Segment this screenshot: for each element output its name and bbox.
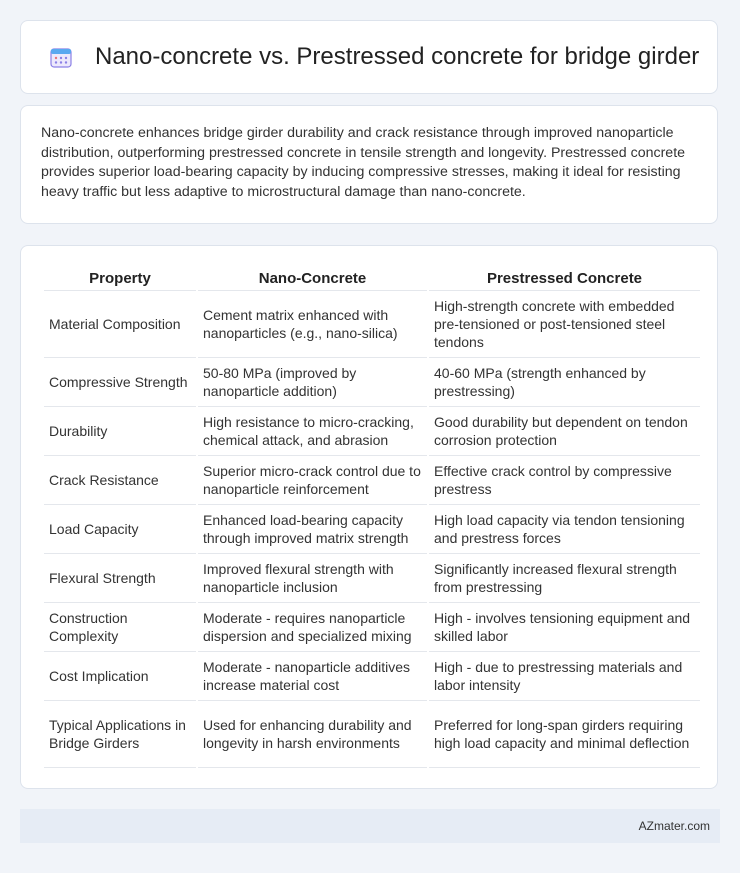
summary-text: Nano-concrete enhances bridge girder durability and crack resistance through improved nanoparticle distribution, outperforming prestressed concrete in tensile strength and longevity. Prestressed concrete provides superior load-bearing capacity by inducing compressive stresses, making it ideal for resisting heavy traffic but less adaptive to microstructural damage than nano-concrete. — [41, 125, 686, 200]
nano-concrete-cell: Moderate - nanoparticle additives increase material cost — [198, 652, 427, 701]
table-row — [44, 505, 700, 554]
property-cell: Compressive Strength — [44, 358, 196, 407]
column-header-nano-concrete: Nano-Concrete — [198, 266, 427, 291]
table-row — [44, 407, 700, 456]
footer — [20, 809, 720, 843]
footer-site-link[interactable]: AZmater.com — [638, 819, 710, 833]
table-row — [44, 456, 700, 505]
table-row — [44, 701, 700, 768]
property-cell: Load Capacity — [44, 505, 196, 554]
nano-concrete-cell: Moderate - requires nanoparticle dispersion and specialized mixing — [198, 603, 427, 652]
nano-concrete-cell: High resistance to micro-cracking, chemical attack, and abrasion — [198, 407, 427, 456]
nano-concrete-cell: Superior micro-crack control due to nanoparticle reinforcement — [198, 456, 427, 505]
prestressed-concrete-cell: Effective crack control by compressive prestress — [429, 456, 700, 505]
property-cell: Material Composition — [44, 291, 196, 358]
property-cell: Durability — [44, 407, 196, 456]
table-header-row — [44, 266, 700, 291]
summary-card — [20, 105, 718, 224]
property-cell: Construction Complexity — [44, 603, 196, 652]
nano-concrete-cell: Enhanced load-bearing capacity through improved matrix strength — [198, 505, 427, 554]
table-row — [44, 358, 700, 407]
comparison-table — [42, 266, 702, 768]
prestressed-concrete-cell: Significantly increased flexural strength from prestressing — [429, 554, 700, 603]
property-cell: Typical Applications in Bridge Girders — [44, 701, 196, 768]
table-row — [44, 603, 700, 652]
table-row — [44, 652, 700, 701]
prestressed-concrete-cell: High - due to prestressing materials and labor intensity — [429, 652, 700, 701]
calendar-icon — [49, 45, 73, 69]
title-card — [20, 20, 718, 94]
property-cell: Cost Implication — [44, 652, 196, 701]
property-cell: Flexural Strength — [44, 554, 196, 603]
prestressed-concrete-cell: Good durability but dependent on tendon corrosion protection — [429, 407, 700, 456]
page-title: Nano-concrete vs. Prestressed concrete for bridge girder — [95, 43, 700, 70]
table-row — [44, 291, 700, 358]
column-header-prestressed-concrete: Prestressed Concrete — [429, 266, 700, 291]
prestressed-concrete-cell: 40-60 MPa (strength enhanced by prestressing) — [429, 358, 700, 407]
prestressed-concrete-cell: High load capacity via tendon tensioning and prestress forces — [429, 505, 700, 554]
prestressed-concrete-cell: Preferred for long-span girders requiring high load capacity and minimal deflection — [429, 701, 700, 768]
nano-concrete-cell: Cement matrix enhanced with nanoparticles (e.g., nano-silica) — [198, 291, 427, 358]
column-header-property: Property — [44, 266, 196, 291]
prestressed-concrete-cell: High-strength concrete with embedded pre-tensioned or post-tensioned steel tendons — [429, 291, 700, 358]
property-cell: Crack Resistance — [44, 456, 196, 505]
nano-concrete-cell: Used for enhancing durability and longevity in harsh environments — [198, 701, 427, 768]
nano-concrete-cell: Improved flexural strength with nanoparticle inclusion — [198, 554, 427, 603]
prestressed-concrete-cell: High - involves tensioning equipment and skilled labor — [429, 603, 700, 652]
table-row — [44, 554, 700, 603]
comparison-table-card — [20, 245, 718, 789]
nano-concrete-cell: 50-80 MPa (improved by nanoparticle addition) — [198, 358, 427, 407]
